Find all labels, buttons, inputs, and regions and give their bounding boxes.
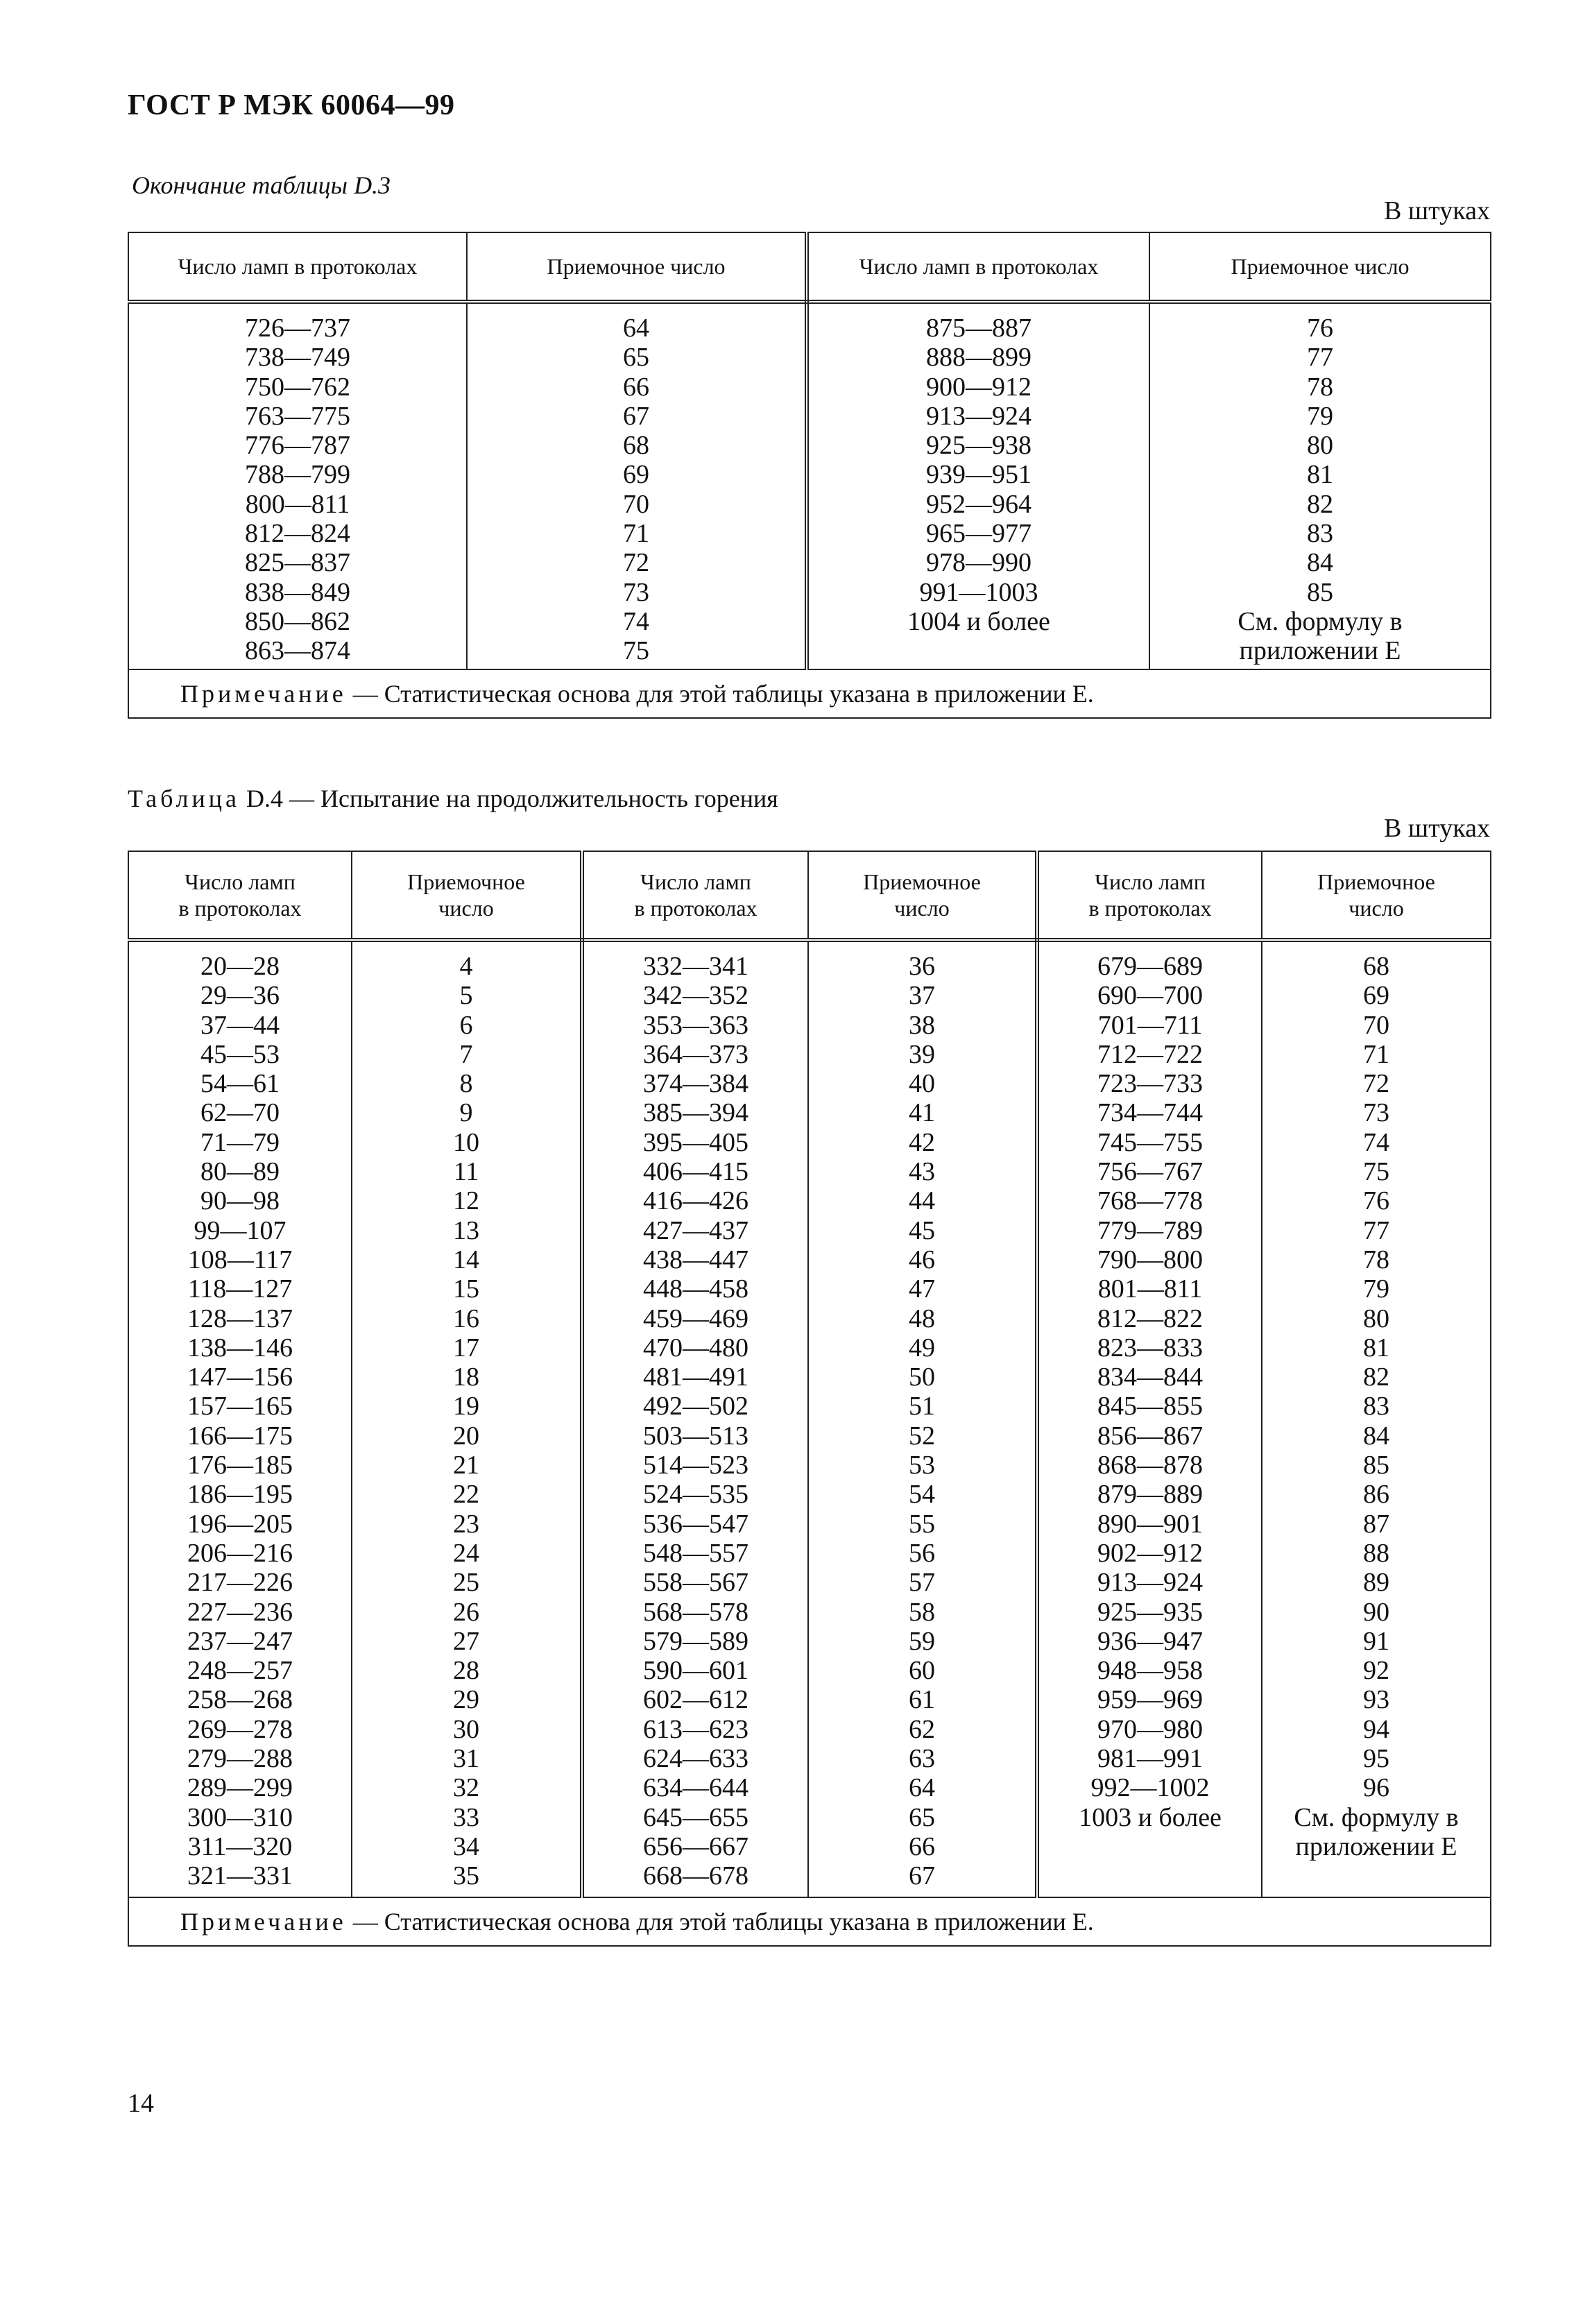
table-cell-value: 76 [1363,1186,1389,1216]
table-cell-value: 31 [453,1744,479,1774]
table-cell-value: 92 [1363,1656,1389,1686]
table-cell-value: 768—778 [1097,1186,1203,1216]
table-d3-note-text: — Статистическая основа для этой таблицы указана в приложении Е. [346,680,1094,708]
table-cell-value: 62 [909,1714,935,1744]
table-cell-value: 311—320 [187,1831,293,1861]
table-cell-value: 850—862 [245,606,350,636]
table-cell-value: 138—146 [187,1333,293,1362]
table-cell-value: 60 [909,1656,935,1686]
table-cell-value: 69 [1363,981,1389,1011]
table-cell-value: 925—935 [1097,1597,1203,1627]
table-cell-value: 66 [909,1831,935,1861]
table-cell-value: 79 [1363,1274,1389,1304]
table-cell-value: 52 [909,1421,935,1451]
table-cell-value: 503—513 [643,1421,748,1451]
table-cell-value: 96 [1363,1773,1389,1803]
table-cell-value: 47 [909,1274,935,1304]
table-cell-value: 248—257 [187,1656,293,1686]
table-cell-value: 6 [459,1010,473,1040]
table-cell-value: 900—912 [926,372,1032,402]
table-d4-header-cell [582,851,808,940]
table-d3-column [128,302,467,669]
table-cell-value: 77 [1363,1215,1389,1245]
table-cell-value: 87 [1363,1509,1389,1539]
table-cell-value: Приемочное [407,869,525,894]
table-cell-value: 13 [453,1215,479,1245]
table-cell-value: 9 [459,1098,473,1128]
table-cell-value: 712—722 [1097,1039,1203,1069]
table-cell-value: 913—924 [1097,1568,1203,1598]
table-cell-value: 634—644 [643,1773,748,1803]
table-cell-value: 524—535 [643,1480,748,1510]
table-cell-value: 863—874 [245,636,350,666]
table-cell-value: 888—899 [926,343,1032,373]
table-cell-value: 71 [1363,1039,1389,1069]
table-cell-value: 79 [1307,401,1333,431]
table-cell-value: 157—165 [187,1392,293,1421]
table-cell-value: 548—557 [643,1538,748,1568]
table-cell-value: 77 [1307,343,1333,373]
table-cell-value: 78 [1307,372,1333,402]
table-d3-column [1149,302,1491,669]
table-d3-note [128,669,1491,718]
table-cell-value: 438—447 [643,1245,748,1274]
table-cell-value: 43 [909,1157,935,1187]
table-d3-column [807,302,1149,669]
table-cell-value: 981—991 [1097,1744,1203,1774]
table-cell-value: 15 [453,1274,479,1304]
table-cell-value: 952—964 [926,489,1032,519]
table-cell-value: 20—28 [200,952,280,981]
table-cell-value: 86 [1363,1480,1389,1510]
table-cell-value: 12 [453,1186,479,1216]
table-cell-value: 28 [453,1656,479,1686]
table-cell-value: 32 [453,1773,479,1803]
table-d4-header-cell [128,851,352,940]
table-cell-value: Число ламп [1095,869,1206,894]
table-cell-value: 1004 и более [907,606,1050,636]
table-cell-value: 321—331 [187,1861,293,1891]
table-cell-value: Приемочное [863,869,981,894]
table-cell-value: 481—491 [643,1362,748,1392]
table-cell-value: 91 [1363,1626,1389,1656]
table-d4-title [128,784,778,813]
table-cell-value: 196—205 [187,1509,293,1539]
table-cell-value: 74 [1363,1127,1389,1157]
table-cell-value: 590—601 [643,1656,748,1686]
table-d4-column [808,940,1037,1897]
table-cell-value: 25 [453,1568,479,1598]
table-cell-value: 279—288 [187,1744,293,1774]
table-cell-value: 991—1003 [919,577,1038,607]
table-cell-value: 978—990 [926,548,1032,578]
table-cell-value: 668—678 [643,1861,748,1891]
table-cell-value: 992—1002 [1090,1773,1210,1803]
table-cell-value: 166—175 [187,1421,293,1451]
table-cell-value: 64 [909,1773,935,1803]
table-cell-value: 26 [453,1597,479,1627]
table-cell-value: 90—98 [200,1186,280,1216]
table-cell-value: 176—185 [187,1451,293,1480]
table-d4-header-cell [808,851,1037,940]
table-cell-value: 965—977 [926,519,1032,549]
table-cell-value: 812—824 [245,519,350,549]
table-cell-value: 459—469 [643,1304,748,1333]
table-cell-value: 385—394 [643,1098,748,1128]
table-cell-value: См. формулу в [1294,1802,1459,1832]
table-d4-unit: В штуках [1384,814,1490,843]
table-d3-column [467,302,807,669]
table-d4-header-cell [1262,851,1491,940]
table-cell-value: 147—156 [187,1362,293,1392]
table-cell-value: 118—127 [187,1274,293,1304]
table-cell-value: 800—811 [245,489,350,519]
table-cell-value: 55 [909,1509,935,1539]
table-cell-value: 76 [1307,314,1333,343]
table-cell-value: 27 [453,1626,479,1656]
table-cell-value: 36 [909,952,935,981]
table-cell-value: 75 [1363,1157,1389,1187]
table-cell-value: 61 [909,1685,935,1715]
table-cell-value: 624—633 [643,1744,748,1774]
table-cell-value: 80 [1307,431,1333,461]
table-cell-value: 30 [453,1714,479,1744]
table-cell-value: 289—299 [187,1773,293,1803]
table-cell-value: 723—733 [1097,1069,1203,1099]
table-cell-value: 536—547 [643,1509,748,1539]
table-cell-value: 128—137 [187,1304,293,1333]
table-cell-value: 95 [1363,1744,1389,1774]
table-cell-value: 856—867 [1097,1421,1203,1451]
table-cell-value: 85 [1307,577,1333,607]
table-d4-note-text: — Статистическая основа для этой таблицы указана в приложении Е. [346,1908,1094,1936]
table-cell-value: 701—711 [1097,1010,1203,1040]
table-cell-value: 558—567 [643,1568,748,1598]
table-cell-value: 237—247 [187,1626,293,1656]
table-cell-value: 353—363 [643,1010,748,1040]
table-d4-title-label: Таблица [128,785,240,812]
table-cell-value: 29—36 [200,981,280,1011]
table-cell-value: 41 [909,1098,935,1128]
table-cell-value: 788—799 [245,460,350,490]
table-cell-value: 38 [909,1010,935,1040]
table-cell-value: 14 [453,1245,479,1274]
table-cell-value: 89 [1363,1568,1389,1598]
table-cell-value: Приемочное [1317,869,1435,894]
table-cell-value: 300—310 [187,1802,293,1832]
table-cell-value: 217—226 [187,1568,293,1598]
table-cell-value: 902—912 [1097,1538,1203,1568]
table-cell-value: 54 [909,1480,935,1510]
table-cell-value: 5 [459,981,473,1011]
table-cell-value: 23 [453,1509,479,1539]
table-cell-value: 868—878 [1097,1451,1203,1480]
table-cell-value: 10 [453,1127,479,1157]
table-cell-value: 24 [453,1538,479,1568]
table-cell-value: 29 [453,1685,479,1715]
table-cell-value: приложении Е [1295,1831,1457,1861]
table-cell-value: 745—755 [1097,1127,1203,1157]
table-cell-value: 4 [459,952,473,981]
table-cell-value: 823—833 [1097,1333,1203,1362]
table-cell-value: 568—578 [643,1597,748,1627]
table-cell-value: 763—775 [245,401,350,431]
table-cell-value: 21 [453,1451,479,1480]
table-cell-value: 939—951 [926,460,1032,490]
table-cell-value: 776—787 [245,431,350,461]
table-cell-value: 72 [1363,1069,1389,1099]
table-cell-value: 406—415 [643,1157,748,1187]
table-cell-value: 470—480 [643,1333,748,1362]
table-cell-value: 7 [459,1039,473,1069]
table-d3-caption: Окончание таблицы D.3 [132,171,391,199]
table-cell-value: 80—89 [200,1157,280,1187]
table-cell-value: 40 [909,1069,935,1099]
table-cell-value: 801—811 [1097,1274,1203,1304]
table-cell-value: 108—117 [187,1245,293,1274]
table-cell-value: 879—889 [1097,1480,1203,1510]
table-cell-value: 59 [909,1626,935,1656]
table-cell-value: 65 [909,1802,935,1832]
table-cell-value: 613—623 [643,1714,748,1744]
table-d3 [128,232,1491,719]
table-cell-value: 602—612 [643,1685,748,1715]
table-cell-value: 20 [453,1421,479,1451]
table-cell-value: 99—107 [194,1215,286,1245]
table-cell-value: 73 [1363,1098,1389,1128]
table-cell-value: 1003 и более [1079,1802,1222,1832]
table-cell-value: 75 [623,636,649,666]
table-cell-value: 81 [1307,460,1333,490]
table-cell-value: 50 [909,1362,935,1392]
table-cell-value: 71 [623,519,649,549]
table-cell-value: 72 [623,548,649,578]
table-cell-value: 35 [453,1861,479,1891]
table-cell-value: Число ламп [185,869,296,894]
table-cell-value: 83 [1307,519,1333,549]
table-cell-value: 67 [909,1861,935,1891]
table-cell-value: 656—667 [643,1831,748,1861]
table-cell-value: 42 [909,1127,935,1157]
table-d4-title-text: D.4 — Испытание на продолжительность горения [239,785,778,812]
table-d4-column [352,940,582,1897]
table-cell-value: Число ламп [640,869,751,894]
table-cell-value: 44 [909,1186,935,1216]
table-cell-value: 779—789 [1097,1215,1203,1245]
table-cell-value: 71—79 [200,1127,280,1157]
table-cell-value: 19 [453,1392,479,1421]
table-cell-value: 416—426 [643,1186,748,1216]
table-cell-value: 395—405 [643,1127,748,1157]
table-d3-header-cell: Число ламп в протоколах [807,232,1149,302]
table-cell-value: 37—44 [200,1010,280,1040]
table-cell-value: 81 [1363,1333,1389,1362]
table-d4 [128,851,1491,1947]
table-cell-value: 679—689 [1097,952,1203,981]
table-cell-value: 936—947 [1097,1626,1203,1656]
table-cell-value: 492—502 [643,1392,748,1421]
table-cell-value: 8 [459,1069,473,1099]
table-cell-value: 82 [1307,489,1333,519]
table-cell-value: 57 [909,1568,935,1598]
table-d3-header-cell: Приемочное число [467,232,807,302]
table-d4-header-cell [352,851,582,940]
table-cell-value: 69 [623,460,649,490]
table-cell-value: 790—800 [1097,1245,1203,1274]
table-cell-value: 82 [1363,1362,1389,1392]
table-d3-note-label: Примечание [180,680,347,708]
table-cell-value: 88 [1363,1538,1389,1568]
table-cell-value: 39 [909,1039,935,1069]
table-cell-value: 63 [909,1744,935,1774]
table-cell-value: 33 [453,1802,479,1832]
table-cell-value: 734—744 [1097,1098,1203,1128]
table-cell-value: 51 [909,1392,935,1421]
table-cell-value: 427—437 [643,1215,748,1245]
table-cell-value: 342—352 [643,981,748,1011]
table-d3-header-cell: Приемочное число [1149,232,1491,302]
table-cell-value: См. формулу в [1238,606,1403,636]
table-cell-value: 84 [1307,548,1333,578]
table-cell-value: 70 [1363,1010,1389,1040]
table-d4-column [1262,940,1491,1897]
document-header: ГОСТ Р МЭК 60064—99 [128,89,455,121]
table-cell-value: 68 [623,431,649,461]
table-cell-value: 913—924 [926,401,1032,431]
table-cell-value: 206—216 [187,1538,293,1568]
table-cell-value: 332—341 [643,952,748,981]
table-cell-value: 84 [1363,1421,1389,1451]
table-cell-value: 227—236 [187,1597,293,1627]
table-cell-value: 48 [909,1304,935,1333]
table-cell-value: 448—458 [643,1274,748,1304]
table-cell-value: 364—373 [643,1039,748,1069]
table-cell-value: 45 [909,1215,935,1245]
table-cell-value: 18 [453,1362,479,1392]
table-cell-value: 579—589 [643,1626,748,1656]
table-cell-value: 67 [623,401,649,431]
table-cell-value: 37 [909,981,935,1011]
table-cell-value: число [894,896,950,921]
table-d4-note [128,1897,1491,1946]
table-cell-value: 74 [623,606,649,636]
table-cell-value: 959—969 [1097,1685,1203,1715]
table-cell-value: 690—700 [1097,981,1203,1011]
table-cell-value: 49 [909,1333,935,1362]
table-cell-value: 925—938 [926,431,1032,461]
table-d4-column [128,940,352,1897]
table-cell-value: 890—901 [1097,1509,1203,1539]
table-cell-value: 838—849 [245,577,350,607]
table-cell-value: 645—655 [643,1802,748,1832]
table-cell-value: 34 [453,1831,479,1861]
table-cell-value: 56 [909,1538,935,1568]
table-cell-value: 186—195 [187,1480,293,1510]
table-cell-value: 812—822 [1097,1304,1203,1333]
table-cell-value: 58 [909,1597,935,1627]
table-cell-value: 11 [453,1157,479,1187]
table-cell-value: в протоколах [634,896,758,921]
table-cell-value: 62—70 [200,1098,280,1128]
table-cell-value: 258—268 [187,1685,293,1715]
table-cell-value: 70 [623,489,649,519]
table-cell-value: приложении Е [1239,636,1401,666]
table-cell-value: 269—278 [187,1714,293,1744]
table-cell-value: 825—837 [245,548,350,578]
table-cell-value: 64 [623,314,649,343]
table-cell-value: 45—53 [200,1039,280,1069]
table-cell-value: 750—762 [245,372,350,402]
table-d4-header-cell [1037,851,1262,940]
table-cell-value: 834—844 [1097,1362,1203,1392]
table-cell-value: 85 [1363,1451,1389,1480]
table-cell-value: число [438,896,494,921]
table-cell-value: 22 [453,1480,479,1510]
page-number: 14 [128,2089,154,2118]
table-cell-value: в протоколах [178,896,302,921]
table-d3-unit: В штуках [1384,196,1490,225]
table-cell-value: 970—980 [1097,1714,1203,1744]
table-d4-note-label: Примечание [180,1908,347,1936]
table-d3-header-cell: Число ламп в протоколах [128,232,467,302]
table-cell-value: 738—749 [245,343,350,373]
table-d4-column [582,940,808,1897]
table-cell-value: 875—887 [926,314,1032,343]
table-cell-value: 53 [909,1451,935,1480]
table-cell-value: число [1349,896,1404,921]
table-cell-value: 374—384 [643,1069,748,1099]
table-cell-value: 78 [1363,1245,1389,1274]
table-cell-value: 83 [1363,1392,1389,1421]
table-cell-value: 93 [1363,1685,1389,1715]
table-cell-value: 845—855 [1097,1392,1203,1421]
table-cell-value: 90 [1363,1597,1389,1627]
table-cell-value: 73 [623,577,649,607]
table-cell-value: в протоколах [1088,896,1212,921]
table-cell-value: 17 [453,1333,479,1362]
table-cell-value: 66 [623,372,649,402]
table-cell-value: 46 [909,1245,935,1274]
table-cell-value: 94 [1363,1714,1389,1744]
table-cell-value: 948—958 [1097,1656,1203,1686]
table-cell-value: 16 [453,1304,479,1333]
table-cell-value: 726—737 [245,314,350,343]
table-cell-value: 65 [623,343,649,373]
table-cell-value: 68 [1363,952,1389,981]
table-cell-value: 80 [1363,1304,1389,1333]
table-cell-value: 54—61 [200,1069,280,1099]
table-d4-column [1037,940,1262,1897]
table-cell-value: 514—523 [643,1451,748,1480]
table-cell-value: 756—767 [1097,1157,1203,1187]
